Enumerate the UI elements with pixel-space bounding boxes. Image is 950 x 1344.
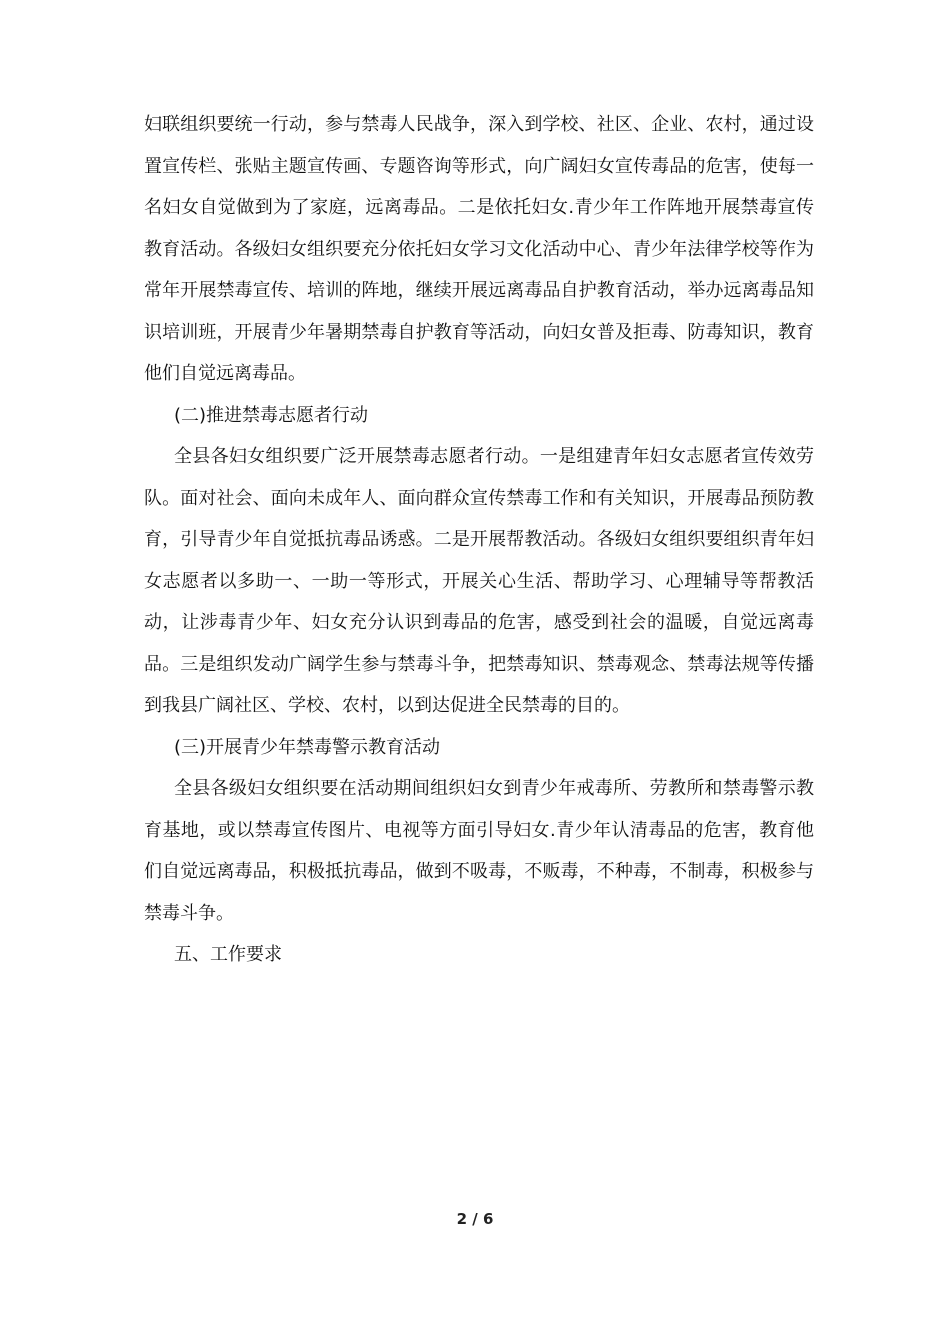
paragraph-volunteers: 全县各妇女组织要广泛开展禁毒志愿者行动。一是组建青年妇女志愿者宣传效劳队。面对社会、面向未成年人、面向群众宣传禁毒工作和有关知识，开展毒品预防教育，引导青少年自觉抵抗毒品诱惑。二是开展帮教活动。各级妇女组织要组织青年妇女志愿者以多助一、一助一等形式，开展关心生活、帮助学习、心理辅导等帮教活动，让涉毒青少年、妇女充分认识到毒品的危害，感受到社会的温暖，自觉远离毒品。三是组织发动广阔学生参与禁毒斗争，把禁毒知识、禁毒观念、禁毒法规等传播到我县广阔社区、学校、农村，以到达促进全民禁毒的目的。 [144,446,814,716]
section-heading-5: 五、工作要求 [174,944,282,965]
paragraph-continuation: 妇联组织要统一行动，参与禁毒人民战争，深入到学校、社区、企业、农村，通过设置宣传栏、张贴主题宣传画、专题咨询等形式，向广阔妇女宣传毒品的危害，使每一名妇女自觉做到为了家庭，远离毒品。二是依托妇女.青少年工作阵地开展禁毒宣传教育活动。各级妇女组织要充分依托妇女学习文化活动中心、青少年法律学校等作为常年开展禁毒宣传、培训的阵地，继续开展远离毒品自护教育活动，举办远离毒品知识培训班，开展青少年暑期禁毒自护教育等活动，向妇女普及拒毒、防毒知识，教育他们自觉远离毒品。 [144,114,814,384]
section-heading-2: (二)推进禁毒志愿者行动 [174,404,369,426]
document-body [144,104,814,976]
page-number: 2 / 6 [456,1210,494,1228]
section-heading-3: (三)开展青少年禁毒警示教育活动 [174,736,441,758]
paragraph-warning-education: 全县各级妇女组织要在活动期间组织妇女到青少年戒毒所、劳教所和禁毒警示教育基地，或以禁毒宣传图片、电视等方面引导妇女.青少年认清毒品的危害，教育他们自觉远离毒品，积极抵抗毒品，做到不吸毒，不贩毒，不种毒，不制毒，积极参与禁毒斗争。 [144,778,814,924]
